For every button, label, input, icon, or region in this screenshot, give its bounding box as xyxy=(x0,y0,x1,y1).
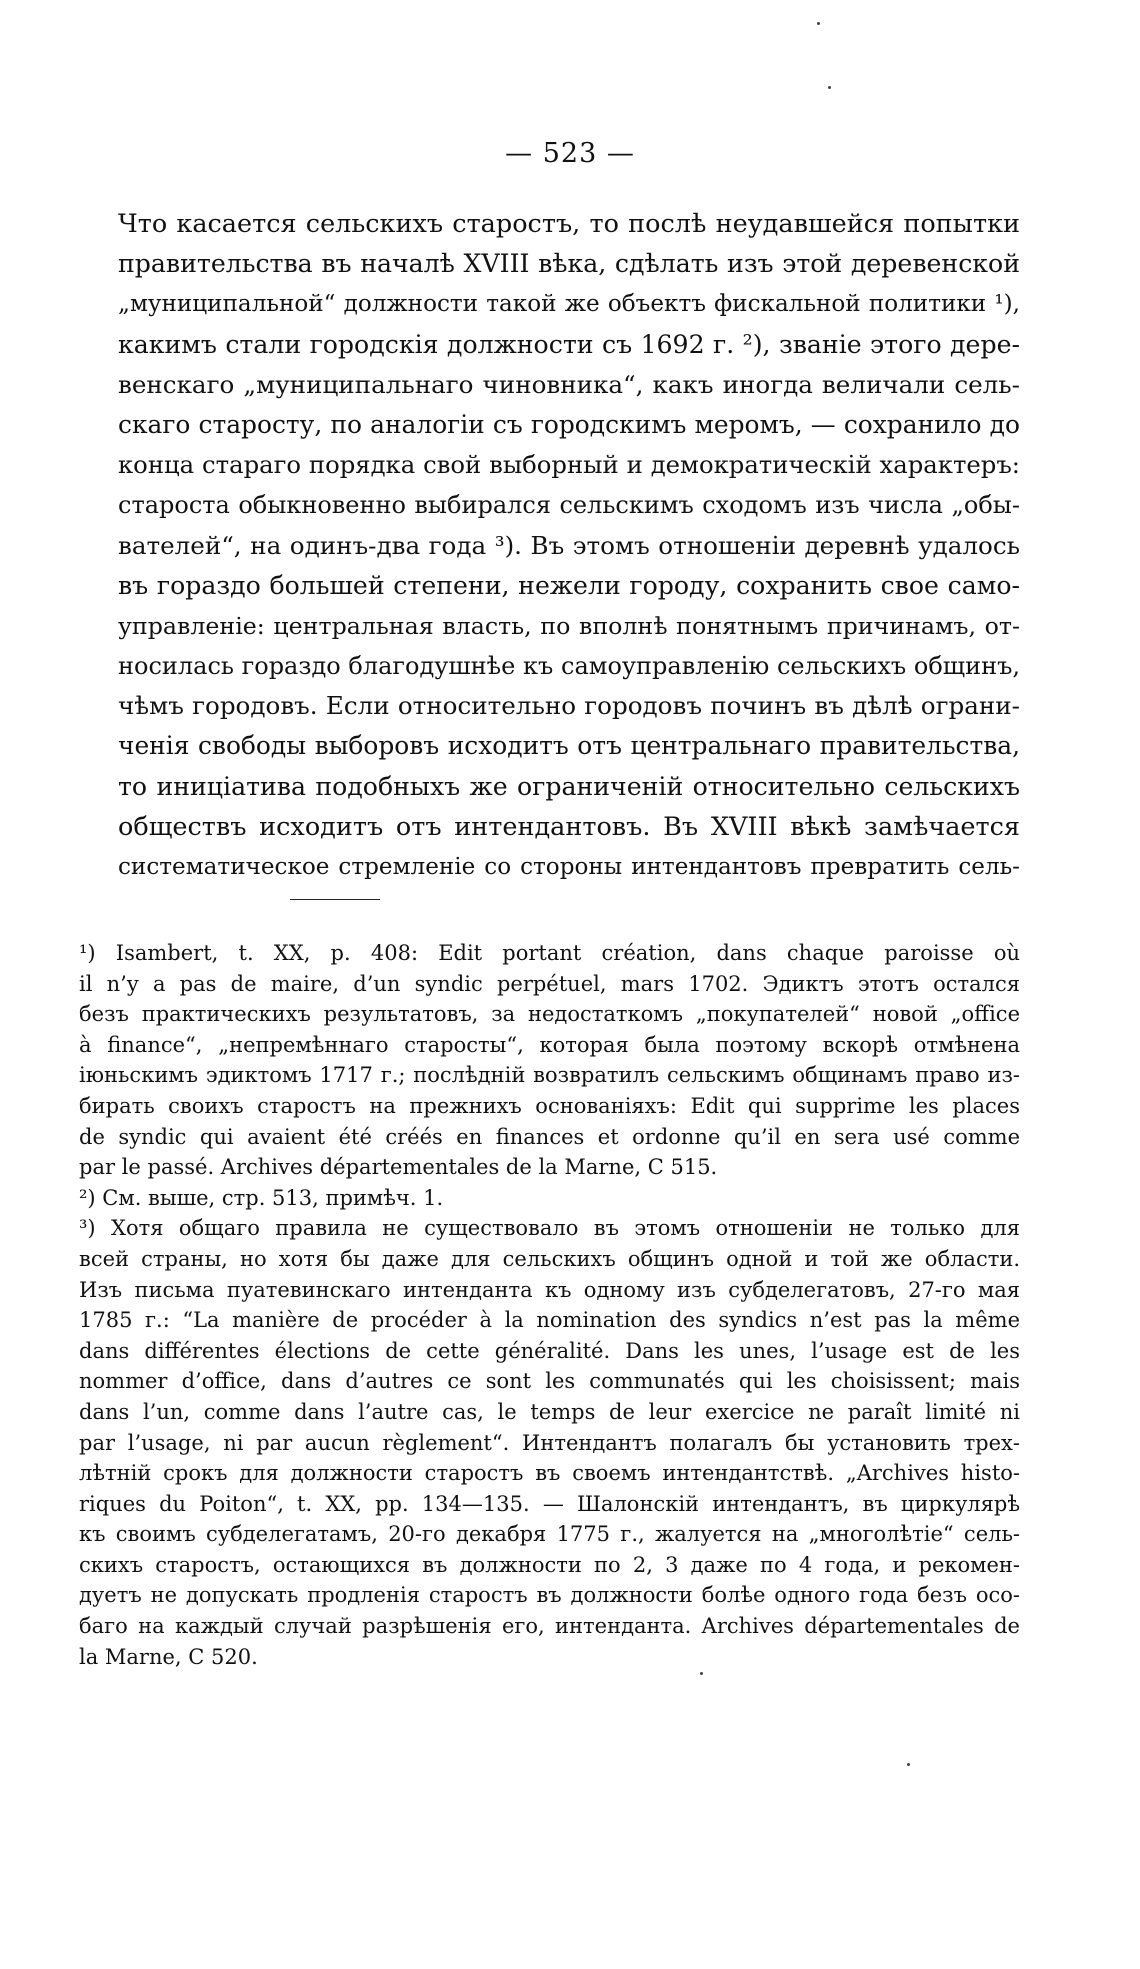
text-line: управленіе: центральная власть, по вполнѣ понятнымъ причинамъ, от- xyxy=(118,611,1020,640)
footnote-divider xyxy=(290,899,380,900)
footnote-line: par l’usage, ni par aucun règlement“. Интендантъ полагалъ бы установить трех- xyxy=(79,1430,1020,1455)
text-line: чѣмъ городовъ. Если относительно городовъ починъ въ дѣлѣ ограни- xyxy=(118,691,1020,721)
text-line: носилась гораздо благодушнѣе къ самоуправленію сельскихъ общинъ, xyxy=(118,652,1020,681)
text-line: то иниціатива подобныхъ же ограниченій относительно сельскихъ xyxy=(118,771,1020,801)
footnote-line: la Marne, C 520. xyxy=(79,1644,258,1669)
footnote-line: скихъ старостъ, остающихся въ должности по 2, 3 даже по 4 года, и рекомен- xyxy=(79,1552,1020,1577)
scan-speck xyxy=(817,22,820,25)
footnote-line: безъ практическихъ результатовъ, за недостаткомъ „покупателей“ новой „office xyxy=(79,1002,1020,1027)
text-line: скаго старосту, по аналогіи съ городскимъ меромъ, — сохранило до xyxy=(118,409,1020,439)
footnote-line: ²) См. выше, стр. 513, примѣч. 1. xyxy=(79,1185,444,1210)
footnotes xyxy=(79,938,1020,1672)
footnote-line: nommer d’office, dans d’autres ce sont les communatés qui les choisissent; mais xyxy=(79,1369,1020,1394)
footnote-line: всей страны, но хотя бы даже для сельскихъ общинъ одной и той же области. xyxy=(79,1246,1020,1271)
scan-speck xyxy=(700,1672,703,1675)
footnote-line: ³) Хотя общаго правила не существовало въ этомъ отношеніи не только для xyxy=(79,1216,1020,1241)
footnote-line: іюньскимъ эдиктомъ 1717 г.; послѣдній возвратилъ сельскимъ общинамъ право из- xyxy=(79,1063,1020,1088)
text-line: „муниципальной“ должности такой же объектъ фискальной политики ¹), xyxy=(118,291,1020,318)
footnote-line: лѣтній срокъ для должности старостъ въ своемъ интендантствѣ. „Archives histo- xyxy=(79,1461,1020,1486)
text-line: Что касается сельскихъ старостъ, то послѣ неудавшейся попытки xyxy=(118,209,1020,239)
footnote-line: 1785 г.: “La manière de procéder à la nomination des syndics n’est pas la même xyxy=(79,1308,1020,1333)
scan-speck xyxy=(828,86,831,89)
main-text xyxy=(118,204,1020,887)
footnote-line: баго на каждый случай разрѣшенія его, интенданта. Archives départementales de xyxy=(79,1614,1020,1639)
footnote-line: ¹) Isambert, t. XX, p. 408: Edit portant création, dans chaque paroisse où xyxy=(79,941,1020,965)
footnote-line: par le passé. Archives départementales de la Marne, C 515. xyxy=(79,1155,718,1180)
footnote-line: dans l’un, comme dans l’autre cas, le temps de leur exercice ne paraît limité ni xyxy=(79,1399,1020,1424)
text-line: вателей“, на одинъ-два года ³). Въ этомъ отношеніи деревнѣ удалось xyxy=(118,530,1020,560)
footnote-line: дуетъ не допускать продленія старостъ въ должности болѣе одного года безъ осо- xyxy=(79,1583,1020,1608)
text-line: систематическое стремленіе со стороны интендантовъ превратить сель- xyxy=(118,854,1020,880)
text-line: правительства въ началѣ XVIII вѣка, сдѣлать изъ этой деревенской xyxy=(118,249,1020,279)
footnote-line: il n’y a pas de maire, d’un syndic perpétuel, mars 1702. Эдиктъ этотъ остался xyxy=(79,971,1020,996)
text-line: какимъ стали городскія должности съ 1692 г. ²), званіе этого дере- xyxy=(118,329,1020,359)
footnote-line: à finance“, „непремѣннаго старосты“, которая была поэтому вскорѣ отмѣнена xyxy=(79,1032,1020,1057)
page-number: — 523 — xyxy=(505,138,635,169)
footnote-line: dans différentes élections de cette généralité. Dans les unes, l’usage est de les xyxy=(79,1338,1020,1363)
footnote-line: de syndic qui avaient été créés en finances et ordonne qu’il en sera usé comme xyxy=(79,1124,1020,1149)
footnote-line: riques du Poiton“, t. XX, pp. 134—135. — Шалонскій интендантъ, въ циркулярѣ xyxy=(79,1491,1020,1516)
text-line: ченія свободы выборовъ исходитъ отъ центральнаго правительства, xyxy=(118,731,1020,761)
text-line: староста обыкновенно выбирался сельскимъ сходомъ изъ числа „обы- xyxy=(118,491,1020,520)
text-line: конца стараго порядка свой выборный и демократическій характеръ: xyxy=(118,450,1020,480)
footnote-line: Изъ письма пуатевинскаго интенданта къ одному изъ субделегатовъ, 27-го мая xyxy=(79,1277,1020,1302)
footnote-line: къ своимъ субделегатамъ, 20-го декабря 1775 г., жалуется на „многолѣтіе“ сель- xyxy=(79,1522,1020,1547)
text-line: обществъ исходитъ отъ интендантовъ. Въ XVIII вѣкѣ замѣчается xyxy=(118,811,1020,842)
scan-speck xyxy=(907,1763,910,1766)
text-line: венскаго „муниципальнаго чиновника“, какъ иногда величали сель- xyxy=(118,369,1020,399)
text-line: въ гораздо большей степени, нежели городу, сохранить свое само- xyxy=(118,570,1020,600)
footnote-line: бирать своихъ старостъ на прежнихъ основаніяхъ: Edit qui supprime les places xyxy=(79,1093,1020,1118)
